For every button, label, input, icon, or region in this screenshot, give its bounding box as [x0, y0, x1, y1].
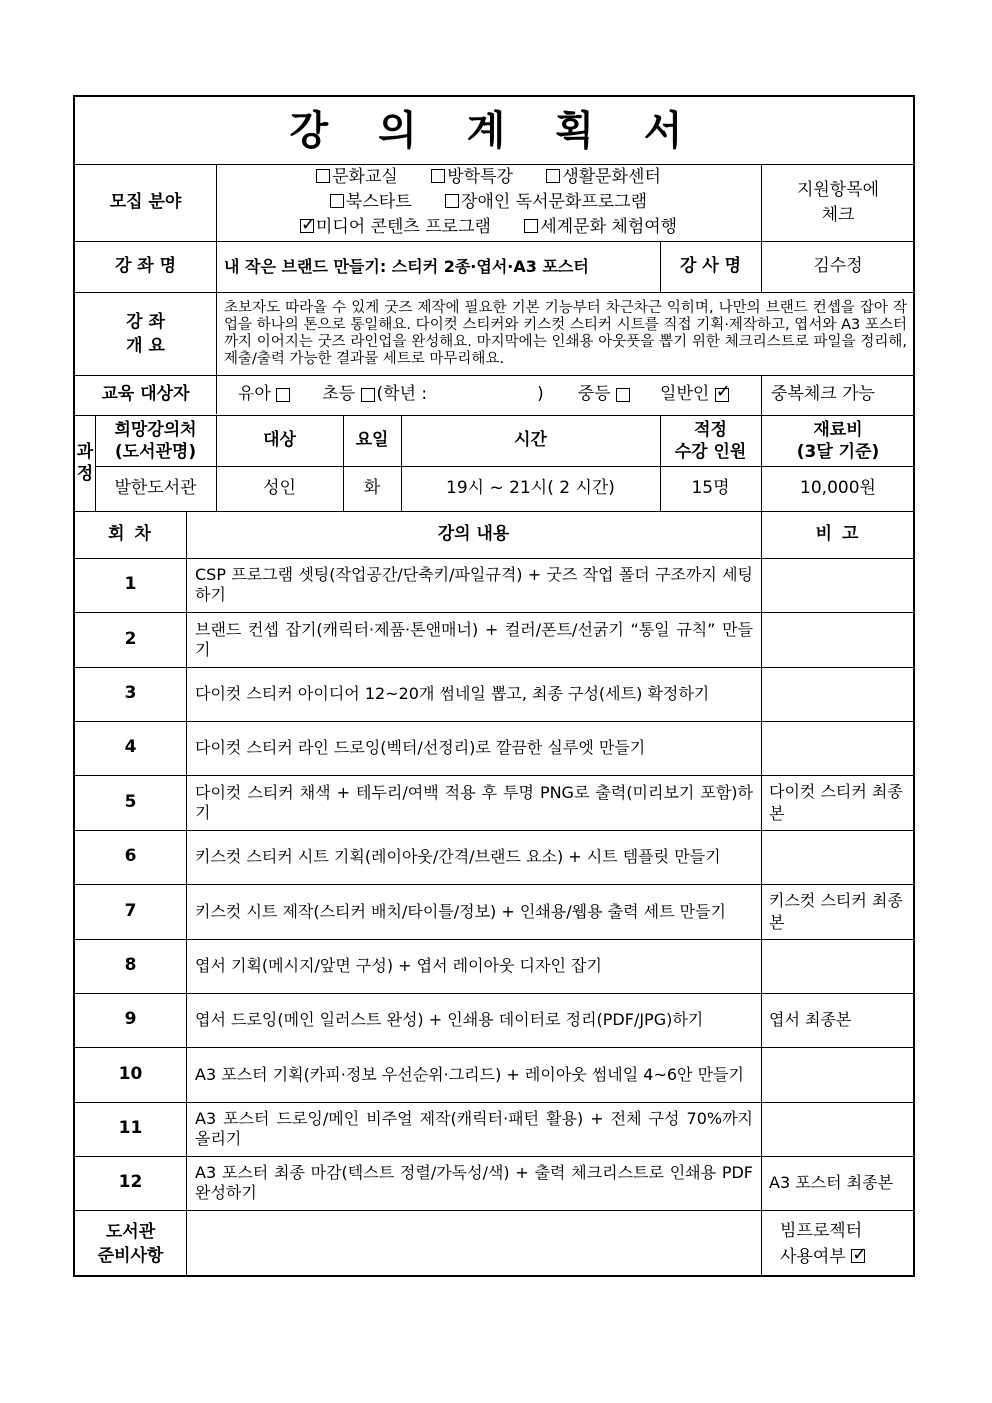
capacity-header — [660, 415, 761, 466]
capacity-value: 15명 — [691, 477, 730, 498]
time-header: 시간 — [514, 429, 547, 450]
session-note: A3 포스터 최종본 — [769, 1173, 894, 1192]
session-note — [761, 1047, 915, 1102]
option-label: 세계문화 체험여행 — [540, 217, 678, 237]
grade-close-label: ) — [537, 384, 544, 405]
material-header-line: 재료비 — [813, 419, 863, 440]
audience-header: 대상 — [263, 429, 296, 450]
option-label: 생활문화센터 — [562, 167, 661, 187]
option-media-content[interactable] — [300, 217, 491, 237]
session-content: 키스컷 스티커 시트 기획(레이아웃/간격/브랜드 요소) + 시트 템플릿 만들기 — [195, 847, 721, 866]
instructor-label: 강 사 명 — [679, 255, 742, 276]
projector-usage — [761, 1210, 915, 1277]
session-number: 4 — [124, 737, 137, 758]
option-disabled-reading[interactable] — [445, 192, 647, 212]
time-value: 19시 ~ 21시( 2 시간) — [446, 477, 615, 498]
target-general-label: 일반인 — [660, 384, 710, 405]
process-side-label — [75, 415, 95, 511]
session-note — [761, 558, 915, 612]
session-number: 11 — [118, 1118, 143, 1139]
material-header — [761, 415, 915, 466]
option-world-culture-trip[interactable] — [524, 217, 677, 237]
target-elementary-label: 초등 — [322, 384, 356, 405]
session-number: 2 — [124, 628, 137, 649]
instructor-name: 김수정 — [813, 255, 863, 276]
checkbox-icon[interactable] — [445, 194, 459, 208]
session-number: 6 — [124, 846, 137, 867]
option-label: 문화교실 — [332, 167, 398, 187]
checkbox-icon[interactable] — [361, 388, 375, 402]
target-middle-label: 중등 — [577, 384, 611, 405]
material-header-line: (3달 기준) — [796, 441, 880, 462]
note-header: 비 고 — [815, 523, 861, 544]
target-label: 교육 대상자 — [101, 384, 190, 405]
library-header — [95, 415, 216, 466]
session-content: A3 포스터 최종 마감(텍스트 정렬/가독성/색) + 출력 체크리스트로 인쇄용 PDF 완성하기 — [195, 1163, 753, 1202]
process-side-label-line: 정 — [76, 464, 94, 484]
overview-label-line: 강 좌 — [126, 311, 165, 332]
session-number: 7 — [124, 900, 137, 921]
session-note — [761, 721, 915, 775]
material-value: 10,000원 — [800, 477, 876, 498]
option-life-culture-center[interactable] — [546, 167, 661, 187]
checkbox-icon[interactable] — [616, 388, 630, 402]
target-infant-label: 유아 — [238, 384, 271, 405]
session-number: 1 — [124, 574, 137, 595]
session-note: 엽서 최종본 — [769, 1010, 852, 1029]
checked-checkbox-icon[interactable] — [715, 388, 729, 402]
checkbox-icon[interactable] — [431, 169, 445, 183]
session-note: 다이컷 스티커 최종본 — [769, 781, 903, 823]
checkbox-icon[interactable] — [546, 169, 560, 183]
session-note — [761, 667, 915, 721]
session-number: 12 — [118, 1172, 143, 1193]
recruit-note: 지원항목에 체크 — [796, 179, 880, 225]
grade-open-label: (학년 : — [376, 384, 428, 405]
day-header: 요일 — [355, 429, 389, 450]
session-content: 다이컷 스티커 아이디어 12~20개 썸네일 뽑고, 최종 구성(세트) 확정하기 — [195, 684, 710, 703]
session-number: 5 — [124, 791, 137, 812]
session-content: A3 포스터 기획(카피·정보 우선순위·그리드) + 레이아웃 썸네일 4~6안 만들기 — [195, 1064, 744, 1084]
prep-label-line: 도서관 — [105, 1221, 156, 1242]
target-options — [216, 375, 761, 415]
checked-checkbox-icon[interactable] — [851, 1249, 865, 1263]
projector-usage-label: 사용여부 — [780, 1246, 846, 1267]
session-number: 8 — [124, 955, 137, 976]
session-note — [761, 939, 915, 993]
option-label: 미디어 콘텐츠 프로그램 — [315, 217, 491, 237]
target-note: 중복체크 가능 — [771, 384, 875, 405]
session-note — [761, 1102, 915, 1156]
session-note: 키스컷 스티커 최종본 — [769, 890, 903, 932]
library-header-line: 희망강의처 — [114, 419, 197, 440]
page-title: 강 의 계 획 서 — [289, 107, 701, 154]
option-vacation-special[interactable] — [431, 167, 513, 187]
course-name: 내 작은 브랜드 만들기: 스티커 2종·엽서·A3 포스터 — [224, 256, 589, 276]
option-bookstart[interactable] — [330, 192, 412, 212]
round-header: 회 차 — [108, 523, 153, 544]
session-number: 9 — [124, 1009, 137, 1030]
session-content: 엽서 기획(메시지/앞면 구성) + 엽서 레이아웃 디자인 잡기 — [195, 956, 602, 975]
audience-value: 성인 — [263, 477, 296, 498]
day-value: 화 — [363, 477, 381, 498]
capacity-header-line: 수강 인원 — [674, 441, 747, 462]
session-content: 다이컷 스티커 채색 + 테두리/여백 적용 후 투명 PNG로 출력(미리보기 포함)하기 — [195, 782, 753, 822]
overview-text: 초보자도 따라올 수 있게 굿즈 제작에 필요한 기본 기능부터 차근차근 익히며, 나만의 브랜드 컨셉을 잡아 작업을 하나의 톤으로 통일해요. 다이컷 스티커와 키스컷 스티커 시트를 직접 기획·제작하고, 엽서와 A3 포스터까지 이어지는 굿즈 라인업을 완성해요. 마지막에는 인쇄용 아웃풋을 뽑기 위한 체크리스트로 파일을 정리해, 제출/출력 가능한 결과물 세트로 마무리해요. — [224, 299, 907, 367]
prep-label-line: 준비사항 — [97, 1245, 164, 1266]
option-label: 방학특강 — [447, 167, 513, 187]
session-note — [761, 612, 915, 667]
library-value: 발한도서관 — [114, 477, 197, 498]
session-number: 10 — [118, 1063, 143, 1084]
checkbox-icon[interactable] — [316, 169, 330, 183]
recruit-label: 모집 분야 — [109, 191, 182, 212]
lecture-plan-form — [73, 95, 915, 1277]
content-header: 강의 내용 — [437, 523, 510, 544]
option-culture-class[interactable] — [316, 167, 398, 187]
course-name-label: 강 좌 명 — [114, 255, 177, 276]
checkbox-icon[interactable] — [330, 194, 344, 208]
prep-label — [75, 1210, 186, 1277]
session-number: 3 — [124, 683, 137, 704]
option-label: 북스타트 — [345, 192, 412, 212]
library-header-line: (도서관명) — [114, 441, 197, 462]
checked-checkbox-icon[interactable] — [300, 219, 314, 233]
session-content: 엽서 드로잉(메인 일러스트 완성) + 인쇄용 데이터로 정리(PDF/JPG)하기 — [195, 1010, 704, 1029]
session-content: A3 포스터 드로잉/메인 비주얼 제작(캐릭터·패턴 활용) + 전체 구성 70%까지 올리기 — [195, 1109, 753, 1148]
checkbox-icon[interactable] — [276, 388, 290, 402]
overview-label — [75, 292, 216, 375]
process-side-label-line: 과 — [76, 442, 94, 462]
overview-label-line: 개 요 — [126, 335, 165, 356]
session-content: 키스컷 시트 제작(스티커 배치/타이틀/정보) + 인쇄용/웹용 출력 세트 만들기 — [195, 901, 726, 921]
session-content: 다이컷 스티커 라인 드로잉(벡터/선정리)로 깔끔한 실루엣 만들기 — [195, 738, 646, 757]
session-note — [761, 830, 915, 884]
prep-content — [186, 1210, 761, 1277]
projector-label: 빔프로젝터 — [780, 1220, 863, 1241]
session-content: 브랜드 컨셉 잡기(캐릭터·제품·톤앤매너) + 컬러/폰트/선굵기 “통일 규칙” 만들기 — [195, 619, 753, 659]
recruit-options — [216, 164, 761, 241]
session-content: CSP 프로그램 셋팅(작업공간/단축키/파일규격) + 굿즈 작업 폴더 구조까지 세팅하기 — [195, 565, 753, 604]
capacity-header-line: 적정 — [694, 419, 727, 440]
checkbox-icon[interactable] — [524, 219, 538, 233]
option-label: 장애인 독서문화프로그램 — [461, 192, 648, 212]
